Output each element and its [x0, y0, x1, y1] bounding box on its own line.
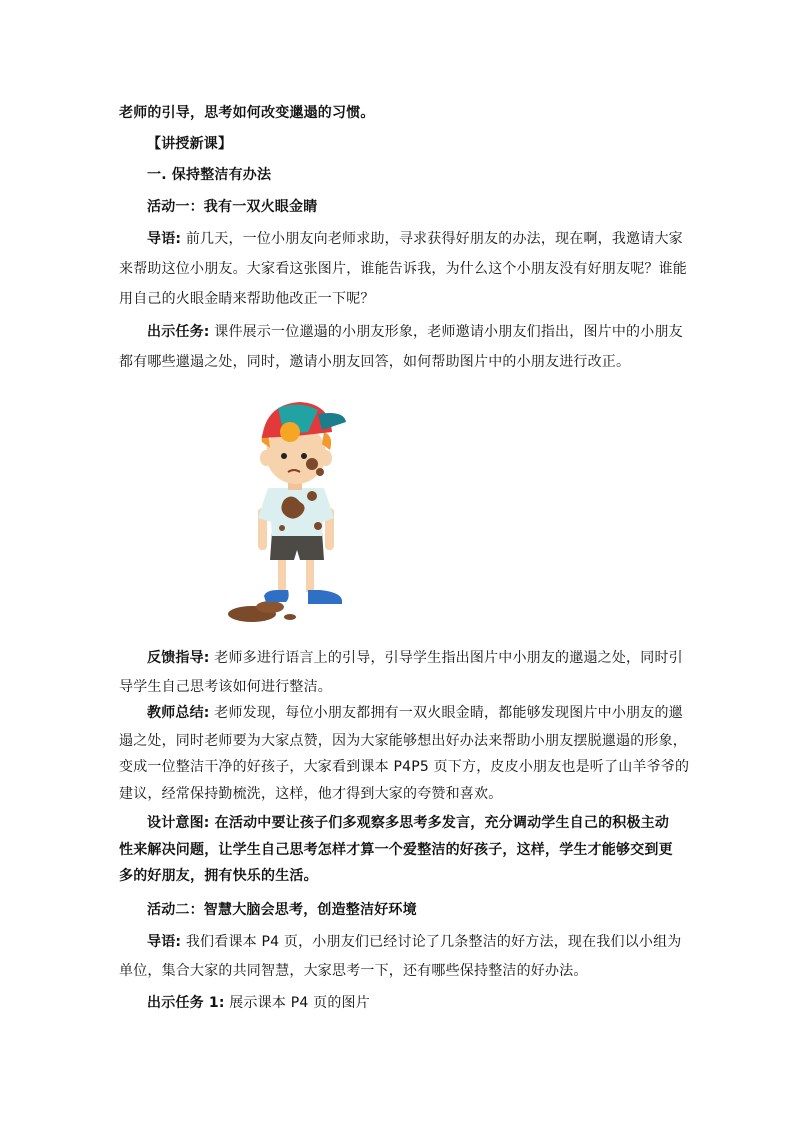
guide2-line2: 单位，集合大家的共同智慧，大家思考一下，还有哪些保持整洁的好办法。	[119, 963, 588, 979]
summary-line4: 建议，经常保持勤梳洗，这样，他才得到大家的夸赞和喜欢。	[119, 786, 503, 802]
task2-line	[147, 993, 370, 1013]
paragraph-intro-end: 老师的引导，思考如何改变邋遢的习惯。	[119, 105, 375, 121]
task1-line2: 都有哪些邋遢之处，同时，邀请小朋友回答，如何帮助图片中的小朋友进行改正。	[119, 354, 631, 370]
task1-line1	[147, 322, 683, 342]
design-line2: 性来解决问题，让学生自己思考怎样才算一个爱整洁的好孩子，这样，学生才能够交到更	[119, 842, 673, 858]
summary-line3: 变成一位整洁干净的好孩子，大家看到课本 P4P5 页下方，皮皮小朋友也是听了山羊爷爷的	[119, 759, 690, 775]
guide1-line3: 用自己的火眼金睛来帮助他改正一下呢？	[119, 291, 375, 307]
design-line3: 多的好朋友，拥有快乐的生活。	[119, 868, 318, 884]
section-title: 【讲授新课】	[147, 136, 233, 152]
task2-text: 展示课本 P4 页的图片	[224, 995, 370, 1011]
feedback-line2: 导学生自己思考该如何进行整洁。	[119, 679, 332, 695]
feedback-line1	[147, 648, 683, 668]
guide1-line1	[147, 229, 683, 249]
summary-text: 老师发现，每位小朋友都拥有一双火眼金睛，都能够发现图片中小朋友的邋	[209, 705, 683, 721]
guide1-label: 导语:	[147, 231, 182, 247]
task1-label: 出示任务:	[147, 324, 210, 340]
guide2-label: 导语:	[147, 934, 182, 950]
task2-label: 出示任务 1:	[147, 995, 225, 1011]
summary-line2: 遢之处，同时老师要为大家点赞，因为大家能够想出好办法来帮助小朋友摆脱邋遢的形象，	[119, 733, 687, 749]
summary-label: 教师总结:	[147, 705, 210, 721]
design-line1: 设计意图: 在活动中要让孩子们多观察多思考多发言，充分调动学生自己的积极主动	[147, 815, 670, 831]
feedback-text: 老师多进行语言上的引导，引导学生指出图片中小朋友的邋遢之处，同时引	[209, 650, 683, 666]
activity2-title: 活动二：智慧大脑会思考，创造整洁好环境	[147, 902, 417, 918]
task1-text: 课件展示一位邋遢的小朋友形象，老师邀请小朋友们指出，图片中的小朋友	[209, 324, 683, 340]
summary-line1	[147, 703, 683, 723]
guide2-text: 我们看课本 P4 页，小朋友们已经讨论了几条整洁的好方法，现在我们以小组为	[181, 934, 682, 950]
guide1-text: 前几天，一位小朋友向老师求助，寻求获得好朋友的办法，现在啊，我邀请大家	[181, 231, 683, 247]
heading-keep-clean: 一. 保持整洁有办法	[147, 167, 272, 183]
feedback-label: 反馈指导:	[147, 650, 210, 666]
guide1-line2: 来帮助这位小朋友。大家看这张图片，谁能告诉我，为什么这个小朋友没有好朋友呢？谁能	[119, 261, 687, 277]
activity1-title: 活动一：我有一双火眼金睛	[147, 199, 318, 215]
messy-child-illustration	[222, 392, 352, 628]
guide2-line1	[147, 932, 682, 952]
